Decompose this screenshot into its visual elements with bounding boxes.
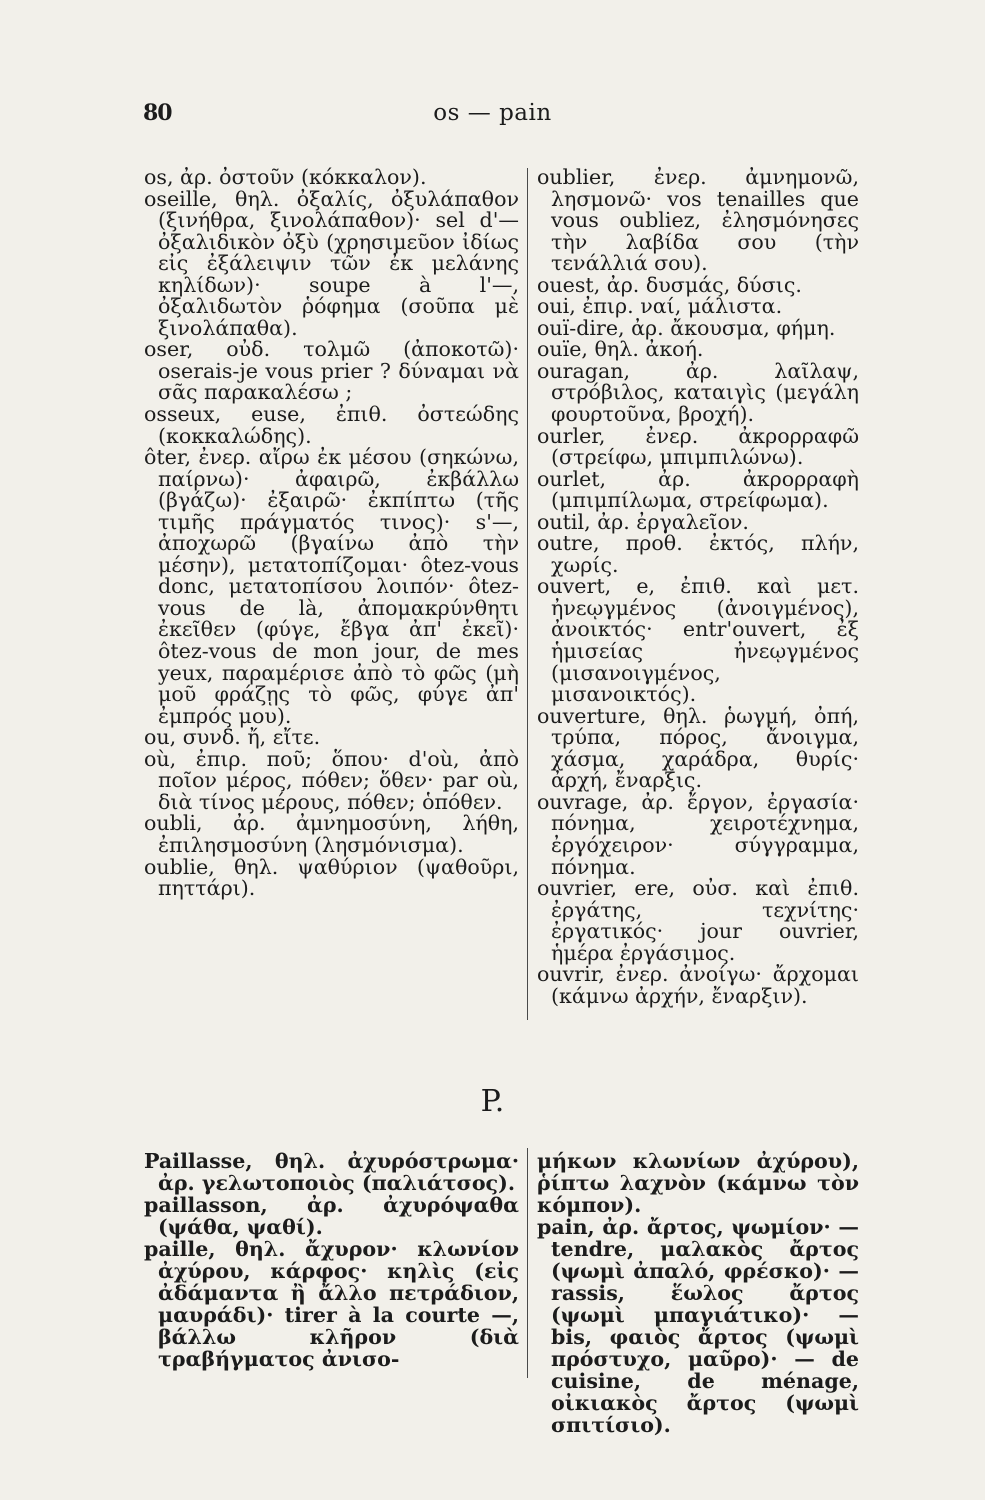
entry-os: os, ἀρ. ὀστοῦν (κόκκαλον). — [144, 165, 427, 189]
entry-ou: ou, συνδ. ἤ, εἴτε. — [144, 725, 321, 750]
entry-ouvrage: ouvrage, ἀρ. ἔργον, ἐργασία· πόνημα, χειροτέχνημα, ἐργόχειρον· σύγγραμμα, πόνημα. — [537, 789, 859, 879]
entry-oublier: oublier, ἐνερ. ἀμνημονῶ, λησμονῶ· vos tenailles que vous oubliez, ἐλησμόνησες τὴν λαβίδα σου (τὴν τενάλλιά σου). — [537, 165, 859, 276]
entry-pain: pain, ἀρ. ἄρτος, ψωμίον· — tendre, μαλακὸς ἄρτος (ψωμὶ ἀπαλό, φρέσκο)· — rassis, ἕωλος ἄρτος (ψωμὶ μπαγιάτικο)· — bis, φαιὸς ἄρτος (ψωμὶ πρόστυχο, μαῦρο)· — de cuisine, de ménage, οἰκιακὸς ἄρτος (ψωμὶ σπιτίσιο). — [537, 1215, 859, 1437]
entry-paille-continued: μήκων κλωνίων ἀχύρου), ῥίπτω λαχνὸν (κάμνω τὸν κόμπον). — [537, 1149, 859, 1217]
column-bottom-left — [144, 1150, 519, 1370]
entry-paillasson: paillasson, ἀρ. ἀχυρόψαθα (ψάθα, ψαθί). — [144, 1193, 519, 1239]
entry-ourler: ourler, ἐνερ. ἀκρορραφῶ (στρείφω, μπιμπιλώνω). — [537, 423, 859, 470]
column-top-left — [144, 167, 519, 900]
entry-ouest: ouest, ἀρ. δυσμάς, δύσις. — [537, 272, 802, 297]
column-top-right — [537, 167, 859, 1007]
entry-ou-adverb: où, ἐπιρ. ποῦ; ὅπου· d'où, ἀπὸ ποῖον μέρος, πόθεν; ὅθεν· par où, διὰ τίνος μέρους, πόθεν; ὁπόθεν. — [144, 746, 519, 814]
entry-oublie: oublie, θηλ. ψαθύριον (ψαθοῦρι, πηττάρι). — [144, 854, 519, 901]
column-divider-top — [527, 168, 528, 1020]
entry-outil: outil, ἀρ. ἐργαλεῖον. — [537, 509, 749, 534]
entry-oseille: oseille, θηλ. ὀξαλίς, ὀξυλάπαθον (ξινήθρα, ξινολάπαθον)· sel d'— ὀξαλιδικὸν ὀξὺ (χρησιμεῦον ἰδίως εἰς ἐξάλειψιν τῶν ἐκ μελάνης κηλίδων)· soupe à l'—, ὀξαλιδωτὸν ῥόφημα (σοῦπα μὲ ξινολάπαθα). — [144, 186, 519, 340]
section-letter-heading: P. — [480, 1084, 505, 1119]
running-head: os — pain — [433, 100, 552, 126]
entry-ouvrir: ouvrir, ἐνερ. ἀνοίγω· ἄρχομαι (κάμνω ἀρχήν, ἔναρξιν). — [537, 962, 859, 1008]
entry-ouvrier: ouvrier, ere, οὐσ. καὶ ἐπιθ. ἐργάτης, τεχνίτης· ἐργατικός· jour ouvrier, ἡμέρα ἐργάσιμος. — [537, 876, 859, 965]
entry-paillasse: Paillasse, θηλ. ἀχυρόστρωμα· ἀρ. γελωτοποιὸς (παλιάτσος). — [144, 1149, 519, 1195]
entry-oter: ôter, ἐνερ. αἴρω ἐκ μέσου (σηκώνω, παίρνω)· ἀφαιρῶ, ἐκβάλλω (βγάζω)· ἐξαιρῶ· ἐκπίπτω (τῆς τιμῆς πράγματός τινος)· s'—, ἀποχωρῶ (βγαίνω ἀπὸ τὴν μέσην), μετατοπίζομαι· ôtez-vous donc, μετατοπίσου λοιπόν· ôtez-vous de là, ἀπομακρύνθητι ἐκεῖθεν (φύγε, ἔβγα ἀπ' ἐκεῖ)· ôtez-vous de mon jour, de mes yeux, παραμέρισε ἀπὸ τὸ φῶς (μὴ μοῦ φράζῃς τὸ φῶς, φύγε ἀπ' ἐμπρός μου). — [144, 445, 519, 728]
entry-paille: paille, θηλ. ἄχυρον· κλωνίον ἀχύρου, κάρφος· κηλὶς (εἰς ἀδάμαντα ἢ ἄλλο πετράδιον, μαυράδι)· tirer à la courte —, βάλλω κλῆρον (διὰ τραβήγματος ἀνισο- — [144, 1237, 519, 1371]
entry-oui-dire: ouï-dire, ἀρ. ἄκουσμα, φήμη. — [537, 315, 836, 340]
entry-outre: outre, προθ. ἐκτός, πλήν, χωρίς. — [537, 531, 859, 577]
entry-ouvert: ouvert, e, ἐπιθ. καὶ μετ. ἠνεῳγμένος (ἀνοιγμένος), ἀνοικτός· entr'ouvert, ἐξ ἡμισείας ἠνεῳγμένος (μισανοιγμένος, μισανοικτός). — [537, 574, 859, 707]
entry-ouragan: ouragan, ἀρ. λαῖλαψ, στρόβιλος, καταιγὶς (μεγάλη φουρτοῦνα, βροχή). — [537, 358, 859, 427]
entry-oui: oui, ἐπιρ. ναί, μάλιστα. — [537, 294, 783, 319]
column-bottom-right — [537, 1150, 859, 1436]
page-number: 80 — [143, 100, 172, 126]
entry-ouverture: ouverture, θηλ. ῥωγμή, ὀπή, τρύπα, πόρος, ἄνοιγμα, χάσμα, χαράδρα, θυρίς· ἀρχή, ἔναρξις. — [537, 703, 859, 793]
entry-ourlet: ourlet, ἀρ. ἀκρορραφὴ (μπιμπίλωμα, στρείφωμα). — [537, 466, 859, 513]
entry-oubli: oubli, ἀρ. ἀμνημοσύνη, λήθη, ἐπιλησμοσύνη (λησμόνισμα). — [144, 811, 519, 857]
entry-oser: oser, οὐδ. τολμῶ (ἀποκοτῶ)· oserais-je vous prier ? δύναμαι νὰ σᾶς παρακαλέσω ; — [144, 337, 519, 405]
column-divider-bottom — [527, 1148, 528, 1378]
entry-ouie: ouïe, θηλ. ἀκοή. — [537, 337, 704, 362]
entry-osseux: osseux, euse, ἐπιθ. ὀστεώδης (κοκκαλώδης). — [144, 402, 519, 448]
